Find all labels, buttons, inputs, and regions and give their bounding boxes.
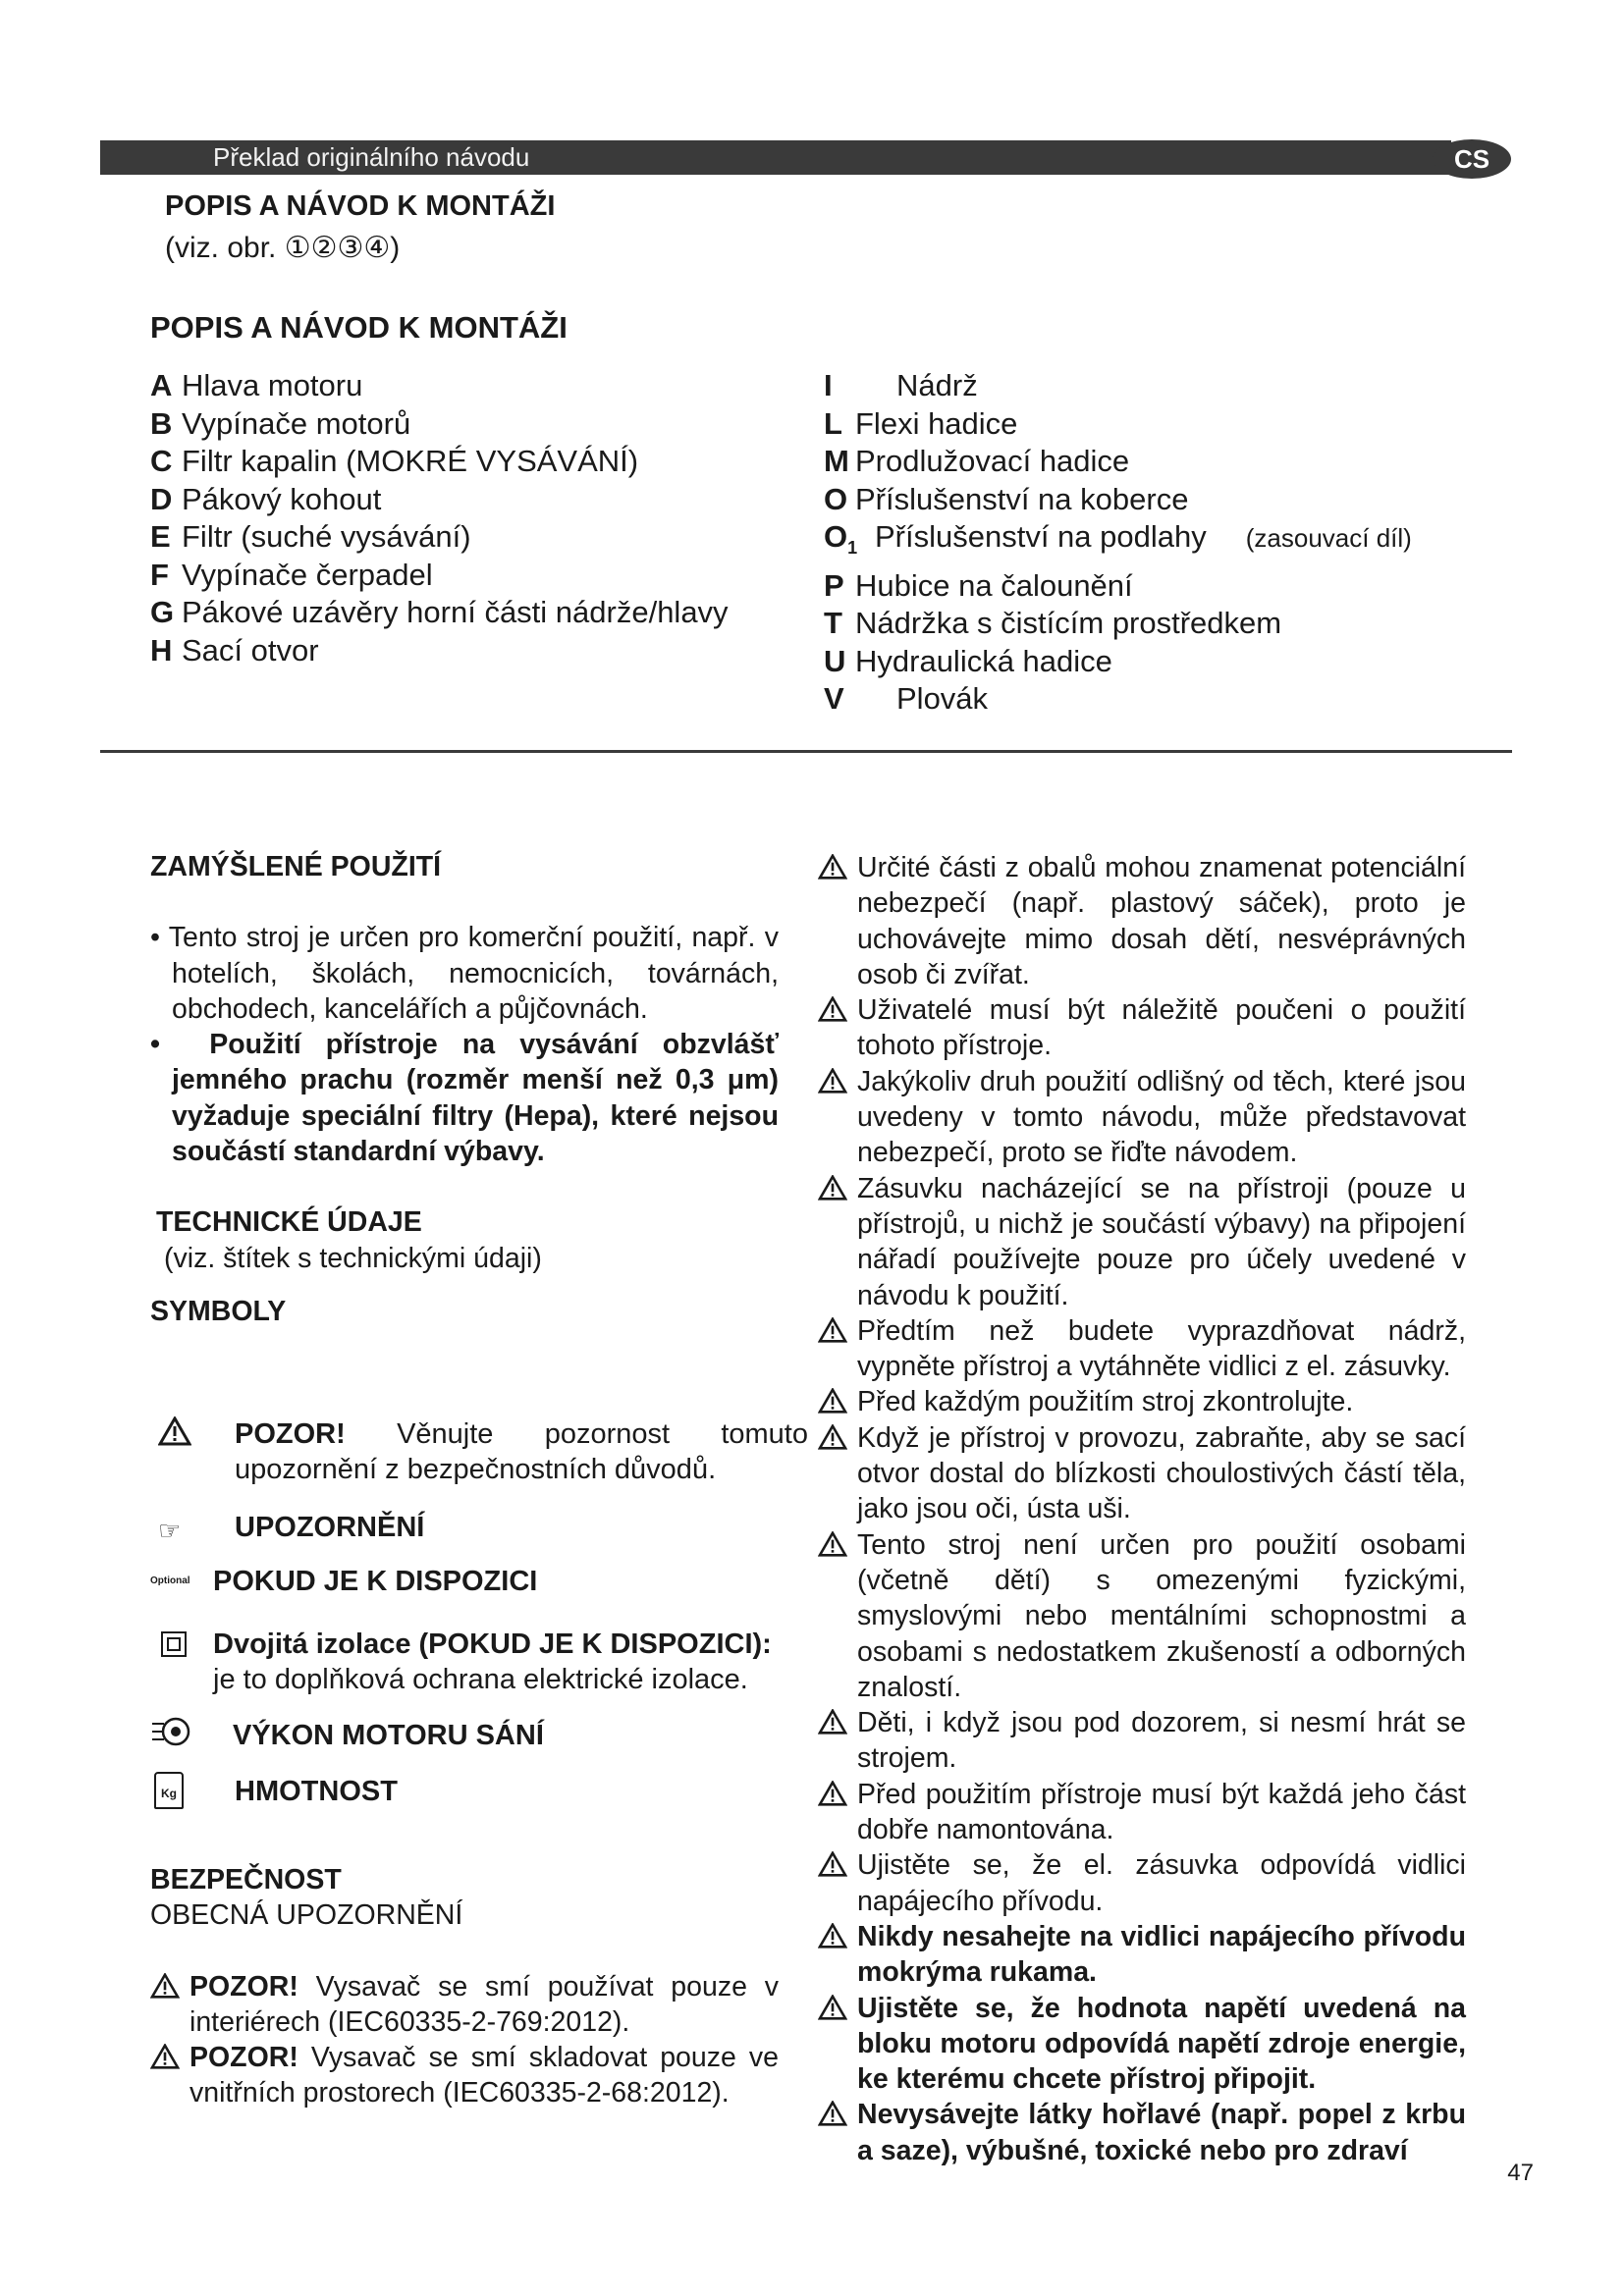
part-item: L Flexi hadice bbox=[824, 405, 1018, 441]
language-badge: CS bbox=[1433, 139, 1511, 179]
parts-heading: POPIS A NÁVOD K MONTÁŽI bbox=[150, 310, 568, 345]
part-item: U Hydraulická hadice bbox=[824, 643, 1112, 678]
warning-triangle-icon bbox=[818, 1527, 857, 1563]
warning-item: Před každým použitím stroj zkontrolujte. bbox=[818, 1384, 1466, 1419]
symbols-heading: SYMBOLY bbox=[150, 1295, 287, 1327]
safety-section bbox=[150, 1862, 779, 2111]
warning-triangle-icon bbox=[158, 1416, 191, 1454]
warning-item: Uživatelé musí být náležitě poučeni o použití tohoto přístroje. bbox=[818, 992, 1466, 1064]
header-bar bbox=[100, 140, 1451, 175]
safety-subheading: OBECNÁ UPOZORNĚNÍ bbox=[150, 1899, 463, 1932]
motor-fan-icon bbox=[150, 1714, 193, 1757]
warning-item: Nikdy nesahejte na vidlici napájecího přívodu mokrýma rukama. bbox=[818, 1919, 1466, 1991]
parts-list-right bbox=[824, 367, 1412, 719]
intended-use-heading: ZAMÝŠLENÉ POUŽITÍ bbox=[150, 851, 442, 882]
symbol-suction-power: VÝKON MOTORU SÁNÍ bbox=[150, 1720, 544, 1752]
warning-item: Ujistěte se, že hodnota napětí uvedená na bloku motoru odpovídá napětí zdroje energie, ke kterému chcete přístroj připojit. bbox=[818, 1991, 1466, 2098]
left-column bbox=[150, 849, 779, 1329]
part-item: E Filtr (suché vysávání) bbox=[150, 519, 471, 554]
warning-triangle-icon bbox=[818, 1064, 857, 1099]
warning-triangle-icon bbox=[818, 1313, 857, 1349]
part-item: P Hubice na čalounění bbox=[824, 567, 1133, 603]
part-item: B Vypínače motorů bbox=[150, 405, 411, 441]
part-item: D Pákový kohout bbox=[150, 481, 382, 516]
intended-use-bullet: • Tento stroj je určen pro komerční použití, např. v hotelích, školách, nemocnicích, továrnách, obchodech, kancelářích a půjčovnách. bbox=[150, 922, 779, 1025]
warning-triangle-icon bbox=[818, 1171, 857, 1206]
warning-item: Před použitím přístroje musí být každá jeho část dobře namontována. bbox=[818, 1777, 1466, 1848]
warning-item: Určité části z obalů mohou znamenat potenciální nebezpečí (např. plastový sáček), proto je uchovávejte mimo dosah dětí, nesvéprávných osob či zvířat. bbox=[818, 850, 1466, 992]
intro-heading: POPIS A NÁVOD K MONTÁŽI bbox=[165, 190, 556, 222]
warnings-list bbox=[818, 850, 1466, 2168]
warning-triangle-icon bbox=[818, 1384, 857, 1419]
warning-item: Jakýkoliv druh použití odlišný od těch, které jsou uvedeny v tomto návodu, může představovat nebezpečí, proto se řiďte návodem. bbox=[818, 1064, 1466, 1171]
part-item: $O_1$ Příslušenství na podlahy (zasouvací díl) bbox=[824, 519, 1412, 559]
symbol-weight: Kg HMOTNOST bbox=[150, 1776, 398, 1808]
optional-icon: Optional bbox=[150, 1575, 190, 1586]
symbol-optional: Optional POKUD JE K DISPOZICI bbox=[150, 1566, 538, 1597]
warning-item: Nevysávejte látky hořlavé (např. popel z krbu a saze), výbušné, toxické nebo pro zdraví bbox=[818, 2097, 1466, 2168]
warning-item: Předtím než budete vyprazdňovat nádrž, vypněte přístroj a vytáhněte vidlici z el. zásuvky. bbox=[818, 1313, 1466, 1385]
warning-item: Zásuvku nacházející se na přístroji (pouze u přístrojů, u nichž je součástí výbavy) na připojení nářadí používejte pouze pro účely uvedené v návodu k použití. bbox=[818, 1171, 1466, 1313]
tech-text: (viz. štítek s technickými údaji) bbox=[164, 1242, 542, 1274]
warning-triangle-icon bbox=[818, 850, 857, 885]
warning-triangle-icon bbox=[818, 1420, 857, 1456]
symbol-double-insulation: Dvojitá izolace (POKUD JE K DISPOZICI): je to doplňková ochrana elektrické izolace. bbox=[150, 1627, 779, 1697]
part-item: A Hlava motoru bbox=[150, 368, 363, 402]
part-item: O Příslušenství na koberce bbox=[824, 481, 1189, 516]
symbol-pozor: POZOR! Věnujte pozornost tomuto upozornění z bezpečnostních důvodů. bbox=[150, 1416, 808, 1487]
part-item: M Prodlužovací hadice bbox=[824, 444, 1130, 478]
warning-triangle-icon bbox=[818, 992, 857, 1028]
warning-triangle-icon bbox=[818, 1919, 857, 1954]
tech-heading: TECHNICKÉ ÚDAJE bbox=[156, 1206, 422, 1239]
intended-use-bullet: • Použití přístroje na vysávání obzvlášť jemného prachu (rozměr menší než 0,3 μm) vyžaduje speciální filtry (Hepa), které nejsou součástí standardní výbavy. bbox=[150, 1029, 779, 1168]
part-item: C Filtr kapalin (MOKRÉ VYSÁVÁNÍ) bbox=[150, 444, 639, 478]
page-number: 47 bbox=[1507, 2160, 1534, 2186]
weight-icon: Kg bbox=[154, 1772, 184, 1809]
safety-item: POZOR! Vysavač se smí používat pouze v interiérech (IEC60335-2-769:2012). bbox=[150, 1969, 779, 2041]
part-item: V Plovák bbox=[824, 681, 989, 717]
part-item: I Nádrž bbox=[824, 368, 978, 402]
safety-heading: BEZPEČNOST bbox=[150, 1864, 342, 1896]
header-title: Překlad originálního návodu bbox=[213, 142, 530, 172]
warning-item: Děti, i když jsou pod dozorem, si nesmí hrát se strojem. bbox=[818, 1705, 1466, 1777]
warning-triangle-icon bbox=[818, 1777, 857, 1812]
pointing-hand-icon: ☞ bbox=[158, 1516, 182, 1545]
warning-triangle-icon bbox=[818, 2097, 857, 2132]
section-divider bbox=[100, 750, 1512, 753]
parts-list-left bbox=[150, 367, 729, 669]
warning-item: Tento stroj není určen pro použití osobami (včetně dětí) s omezenými fyzickými, smyslovými nebo mentálními schopnostmi a osobami s nedostatkem zkušeností a odborných znalostí. bbox=[818, 1527, 1466, 1705]
warning-item: Ujistěte se, že el. zásuvka odpovídá vidlici napájecího přívodu. bbox=[818, 1847, 1466, 1919]
intro-figure-ref: (viz. obr. ①②③④) bbox=[165, 232, 401, 264]
warning-item: Když je přístroj v provozu, zabraňte, aby se sací otvor dostal do blízkosti choulostivých částí těla, jako jsou oči, ústa uši. bbox=[818, 1420, 1466, 1527]
double-insulation-icon bbox=[160, 1630, 188, 1667]
warning-triangle-icon bbox=[818, 1991, 857, 2026]
symbol-upozorneni: ☞ UPOZORNĚNÍ bbox=[158, 1512, 425, 1545]
warning-triangle-icon bbox=[818, 1847, 857, 1883]
safety-item: POZOR! Vysavač se smí skladovat pouze ve vnitřních prostorech (IEC60335-2-68:2012). bbox=[150, 2040, 779, 2111]
part-item: H Sací otvor bbox=[150, 632, 319, 667]
part-item: G Pákové uzávěry horní části nádrže/hlavy bbox=[150, 595, 729, 629]
warning-triangle-icon bbox=[818, 1705, 857, 1740]
part-item: F Vypínače čerpadel bbox=[150, 557, 433, 592]
part-item: T Nádržka s čistícím prostředkem bbox=[824, 606, 1282, 641]
